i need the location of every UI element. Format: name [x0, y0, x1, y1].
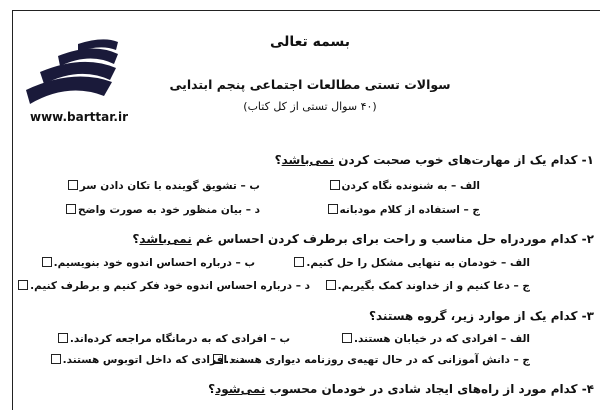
question-3-option-a[interactable]: الف – افرادی که در خیابان هستند.: [340, 333, 530, 345]
checkbox[interactable]: [18, 280, 28, 290]
question-3-option-b[interactable]: ب – افرادی که به درمانگاه مراجعه کرده‌اند.: [56, 333, 290, 345]
barttar-logo-icon: [18, 36, 128, 111]
checkbox[interactable]: [68, 180, 78, 190]
question-1-option-c[interactable]: ج – استفاده از کلام مودبانه: [326, 204, 480, 216]
checkbox[interactable]: [294, 257, 304, 267]
checkbox[interactable]: [326, 280, 336, 290]
question-3: ۳- کدام یک از موارد زیر، گروه هستند؟: [369, 309, 594, 323]
checkbox[interactable]: [330, 180, 340, 190]
question-1-option-d[interactable]: د – بیان منظور خود به صورت واضح: [64, 204, 260, 216]
question-3-option-c[interactable]: ج – دانش آموزانی که در حال تهیه‌ی روزنامه دیواری هستند.: [211, 354, 530, 366]
question-1: ۱- کدام یک از مهارت‌های خوب صحبت کردن نمی‌باشد؟: [274, 153, 594, 167]
site-url: www.barttar.ir: [30, 110, 129, 124]
question-2: ۲- کدام موردراه حل مناسب و راحت برای برطرف کردن احساس غم نمی‌باشد؟: [132, 232, 594, 246]
checkbox[interactable]: [51, 354, 61, 364]
checkbox[interactable]: [328, 204, 338, 214]
page-subtitle: سوالات تستی مطالعات اجتماعی پنجم ابتدایی: [169, 77, 451, 92]
question-2-option-c[interactable]: ج – دعا کنیم و از خداوند کمک بگیریم.: [324, 280, 530, 292]
question-2-option-b[interactable]: ب – درباره احساس اندوه خود بنویسیم.: [40, 257, 255, 269]
question-1-option-a[interactable]: الف – به شنونده نگاه کردن: [328, 180, 480, 192]
question-3-option-d[interactable]: د – افرادی که داخل اتوبوس هستند.: [49, 354, 245, 366]
page-note: (۴۰ سوال تستی از کل کتاب): [243, 100, 377, 113]
checkbox[interactable]: [342, 333, 352, 343]
checkbox[interactable]: [58, 333, 68, 343]
question-1-option-b[interactable]: ب – تشویق گوینده با تکان دادن سر: [66, 180, 260, 192]
question-4: ۴- کدام مورد از راه‌های ایجاد شادی در خودمان محسوب نمی‌شود؟: [208, 382, 594, 396]
question-2-option-d[interactable]: د – درباره احساس اندوه خود فکر کنیم و برطرف کنیم.: [16, 280, 310, 292]
question-2-option-a[interactable]: الف – خودمان به تنهایی مشکل را حل کنیم.: [292, 257, 530, 269]
checkbox[interactable]: [66, 204, 76, 214]
page-title: بسمه تعالی: [269, 34, 351, 50]
checkbox[interactable]: [42, 257, 52, 267]
